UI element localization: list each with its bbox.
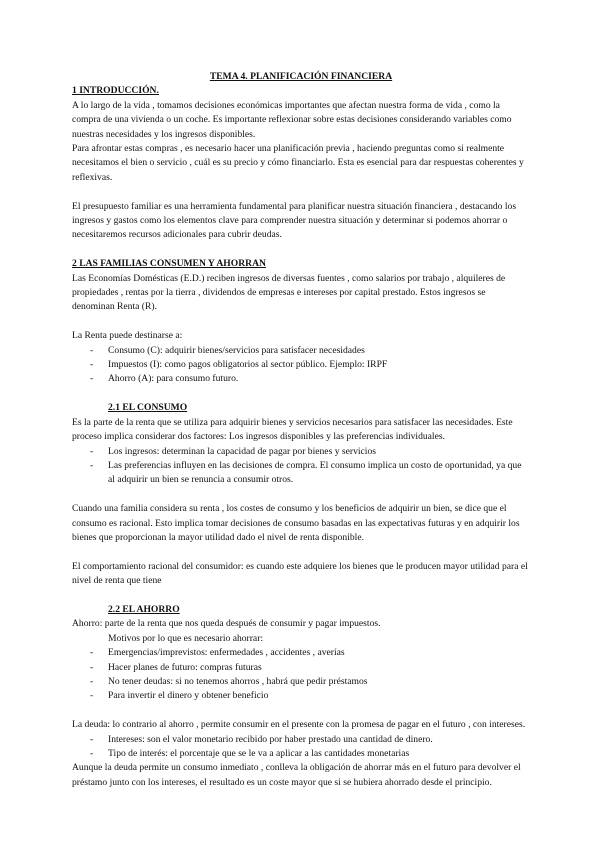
paragraph: La deuda: lo contrario al ahorro , permite consumir en el presente con la promesa de pagar en el futuro , con intereses. bbox=[72, 719, 526, 731]
list-item: - Ahorro (A): para consumo futuro. bbox=[72, 372, 530, 386]
paragraph: Ahorro: parte de la renta que nos queda después de consumir y pagar impuestos. bbox=[72, 618, 381, 630]
list-item: - Emergencias/imprevistos: enfermedades , accidentes , averías bbox=[72, 646, 530, 660]
paragraph: Es la parte de la renta que se utiliza para adquirir bienes y servicios necesarios para satisfacer las necesidades. Este proceso implica considerar dos factores: Los ingresos disponibles y las preferencias individuales. bbox=[72, 416, 513, 443]
section-heading-ahorro: 2.2 EL AHORRO bbox=[108, 603, 180, 615]
section-heading-introduccion: 1 INTRODUCCIÓN. bbox=[72, 85, 159, 97]
deuda-list bbox=[72, 733, 530, 762]
list-item: - Consumo (C): adquirir bienes/servicios para satisfacer necesidades bbox=[72, 344, 530, 358]
list-item: - Las preferencias influyen en las decisiones de compra. El consumo implica un costo de oportunidad, ya que al adquirir un bien se renuncia a consumir otros. bbox=[72, 459, 530, 488]
paragraph: Las Economías Domésticas (E.D.) reciben ingresos de diversas fuentes , como salarios por trabajo , alquileres de propiedades , rentas por la tierra , dividendos de empresas e intereses por capital prestado. Estos ingresos se denominan Renta (R). bbox=[72, 272, 506, 313]
document-page bbox=[72, 70, 530, 790]
paragraph: El comportamiento racional del consumidor: es cuando este adquiere los bienes que le producen mayor utilidad para el nivel de renta que tiene bbox=[72, 560, 528, 587]
paragraph: Cuando una familia considera su renta , los costes de consumo y los beneficios de adquirir un bien, se dice que el consumo es racional. Esto implica tomar decisiones de consumo basadas en las expectativas futuras y en adquirir los bienes que proporcionan la mayor utilidad dado el nivel de renta disponible. bbox=[72, 503, 520, 543]
list-item: - Los ingresos: determinan la capacidad de pagar por bienes y servicios bbox=[72, 445, 530, 459]
renta-list bbox=[72, 344, 530, 387]
section-heading-consumo: 2.1 EL CONSUMO bbox=[108, 402, 188, 414]
list-item: - Para invertir el dinero y obtener beneficio bbox=[72, 689, 530, 703]
ahorro-motivos-list bbox=[72, 646, 530, 704]
consumo-factors-list bbox=[72, 445, 530, 488]
paragraph: Para afrontar estas compras , es necesario hacer una planificación previa , haciendo preguntas como si realmente necesitamos el bien o servicio , cuál es su precio y cómo financiarlo. Esta es esencial para dar respuestas coherentes y reflexivas. bbox=[72, 143, 524, 183]
list-item: - No tener deudas: si no tenemos ahorros , habrá que pedir préstamos bbox=[72, 675, 530, 689]
section-heading-familias: 2 LAS FAMILIAS CONSUMEN Y AHORRAN bbox=[72, 258, 266, 270]
paragraph: A lo largo de la vida , tomamos decisiones económicas importantes que afectan nuestra forma de vida , como la compra de una vivienda o un coche. Es importante reflexionar sobre estas decisiones considerando variables como nuestras necesidades y los ingresos disponibles. bbox=[72, 99, 512, 140]
paragraph: El presupuesto familiar es una herramienta fundamental para planificar nuestra situación financiera , destacando los ingresos y gastos como los elementos clave para comprender nuestra situación y determinar si podemos ahorrar o necesitaremos recursos adicionales para cubrir deudas. bbox=[72, 200, 517, 241]
paragraph: Motivos por lo que es necesario ahorrar: bbox=[108, 632, 264, 644]
list-item: - Hacer planes de futuro: compras futuras bbox=[72, 661, 530, 675]
list-item: - Intereses: son el valor monetario recibido por haber prestado una cantidad de dinero. bbox=[72, 733, 530, 747]
list-item: - Tipo de interés: el porcentaje que se le va a aplicar a las cantidades monetarias bbox=[72, 747, 530, 761]
paragraph: La Renta puede destinarse a: bbox=[72, 330, 183, 342]
paragraph: Aunque la deuda permite un consumo inmediato , conlleva la obligación de ahorrar más en el futuro para devolver el préstamo junto con los intereses, el resultado es un coste mayor que si se hubiera ahorrado desde el principio. bbox=[72, 762, 521, 788]
document-title: TEMA 4. PLANIFICACIÓN FINANCIERA bbox=[209, 71, 393, 82]
list-item: - Impuestos (I): como pagos obligatorios al sector público. Ejemplo: IRPF bbox=[72, 358, 530, 372]
